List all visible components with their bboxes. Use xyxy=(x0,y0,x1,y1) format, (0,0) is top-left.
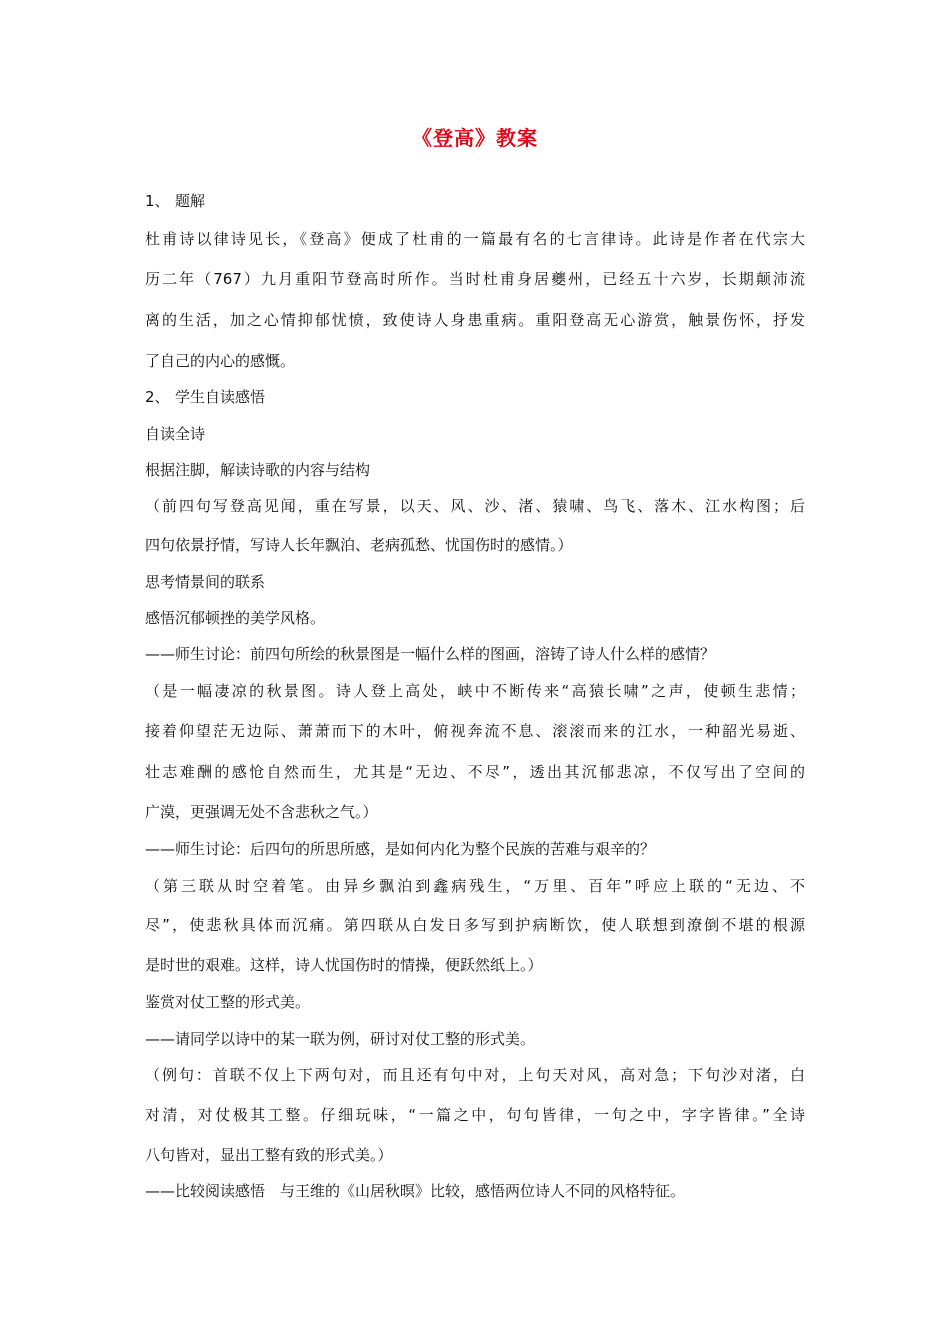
paragraph-line: 对清，对仗极其工整。仔细玩味，“一篇之中，句句皆律，一句之中，字字皆律。”全诗 xyxy=(145,1106,805,1124)
paragraph-line: 广漠，更强调无处不含悲秋之气。） xyxy=(145,803,378,821)
paragraph-line: 壮志难酬的感怆自然而生，尤其是“无边、不尽”，透出其沉郁悲凉，不仅写出了空间的 xyxy=(145,763,805,781)
section-heading-1 xyxy=(145,190,205,212)
text-line: 思考情景间的联系 xyxy=(145,573,266,591)
text-line: 自读全诗 xyxy=(145,425,206,443)
discussion-line: ——师生讨论：后四句的所思所感，是如何内化为整个民族的苦难与艰辛的？ xyxy=(145,840,656,858)
paragraph-line: 离的生活，加之心情抑郁忧愤，致使诗人身患重病。重阳登高无心游赏，触景伤怀，抒发 xyxy=(145,311,805,329)
paragraph-line: 杜甫诗以律诗见长，《登高》便成了杜甫的一篇最有名的七言律诗。此诗是作者在代宗大 xyxy=(145,230,805,248)
paragraph-line: （例句：首联不仅上下两句对，而且还有句中对，上句天对风，高对急；下句沙对渚，白 xyxy=(145,1066,805,1084)
paragraph-line: （第三联从时空着笔。由异乡飘泊到鑫病残生，“万里、百年”呼应上联的“无边、不 xyxy=(145,877,805,895)
paragraph-line: （是一幅凄凉的秋景图。诗人登上高处，峡中不断传来“高猿长啸”之声，使顿生悲情； xyxy=(145,682,805,700)
paragraph-line: （前四句写登高见闻，重在写景，以天、风、沙、渚、猿啸、鸟飞、落木、江水构图；后 xyxy=(145,497,805,515)
discussion-line: ——请同学以诗中的某一联为例，研讨对仗工整的形式美。 xyxy=(145,1030,536,1048)
paragraph-line: 接着仰望茫无边际、萧萧而下的木叶，俯视奔流不息、滚滚而来的江水，一种韶光易逝、 xyxy=(145,722,805,740)
section-number: 2、 xyxy=(145,388,170,406)
text-line: 根据注脚，解读诗歌的内容与结构 xyxy=(145,461,371,479)
section-heading-text: 题解 xyxy=(175,192,206,210)
discussion-line: ——比较阅读感悟 与王维的《山居秋暝》比较，感悟两位诗人不同的风格特征。 xyxy=(145,1182,686,1200)
discussion-line: ——师生讨论：前四句所绘的秋景图是一幅什么样的图画，溶铸了诗人什么样的感情？ xyxy=(145,645,716,663)
paragraph-line: 尽”，使悲秋具体而沉痛。第四联从白发日多写到护病断饮，使人联想到潦倒不堪的根源 xyxy=(145,916,805,934)
section-heading-2 xyxy=(145,386,265,408)
paragraph-line: 八句皆对，显出工整有致的形式美。） xyxy=(145,1146,393,1164)
section-number: 1、 xyxy=(145,192,170,210)
text-line: 感悟沉郁顿挫的美学风格。 xyxy=(145,609,326,627)
paragraph-line: 历二年（767）九月重阳节登高时所作。当时杜甫身居夔州，已经五十六岁，长期颠沛流 xyxy=(145,270,805,288)
paragraph-line: 了自己的内心的感慨。 xyxy=(145,352,296,370)
section-heading-text: 学生自读感悟 xyxy=(175,388,266,406)
paragraph-line: 是时世的艰难。这样，诗人忧国伤时的情操，便跃然纸上。） xyxy=(145,956,543,974)
paragraph-line: 四句依景抒情，写诗人长年飘泊、老病孤愁、忧国伤时的感情。） xyxy=(145,536,573,554)
document-title: 《登高》教案 xyxy=(412,126,538,150)
text-line: 鉴赏对仗工整的形式美。 xyxy=(145,993,311,1011)
